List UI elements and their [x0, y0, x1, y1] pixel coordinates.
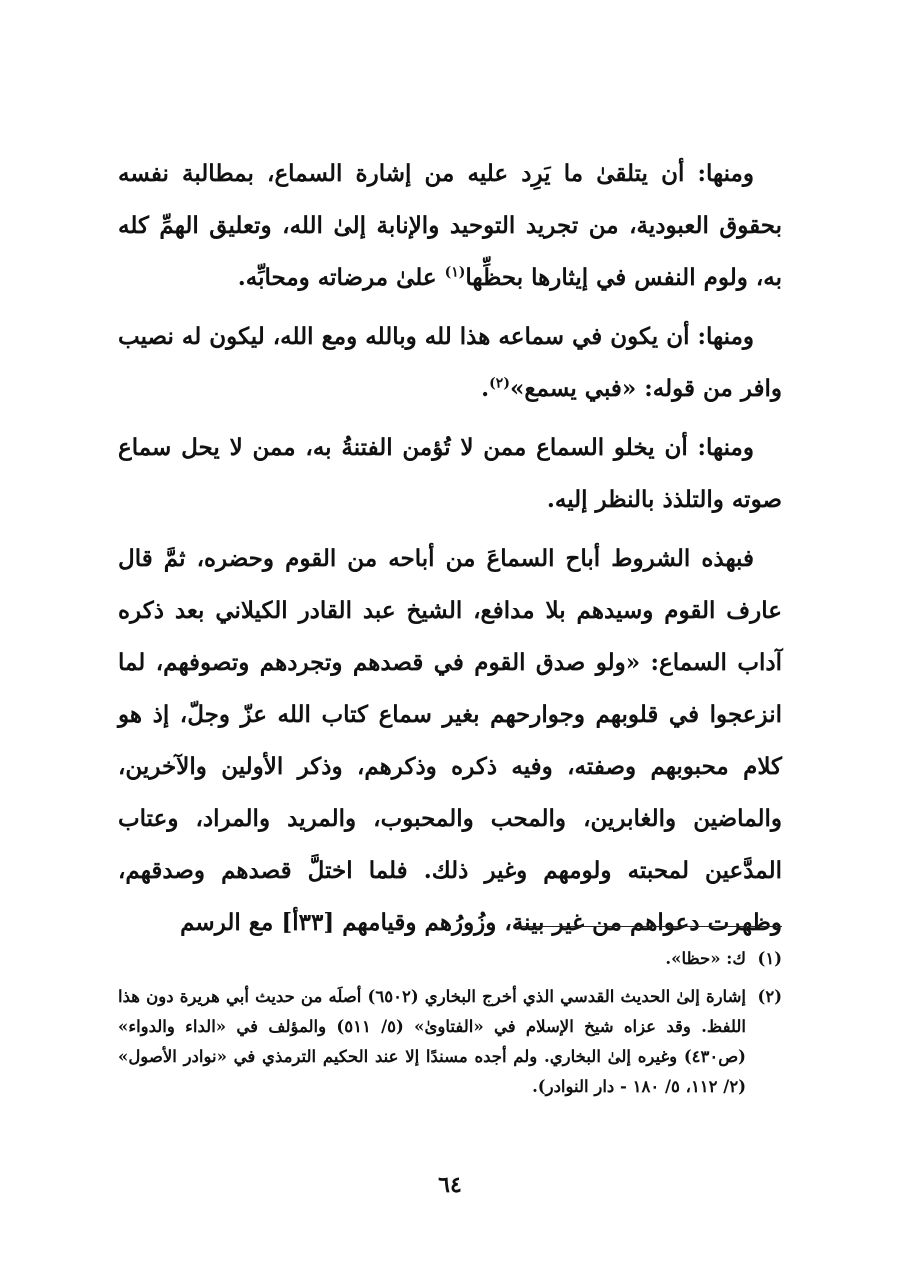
paragraph-1-text: ومنها: أن يتلقىٰ ما يَرِد عليه من إشارة السماع، بمطالبة نفسه بحقوق العبودية، من تجريد التوحيد والإنابة إلىٰ الله، وتعليق الهمِّ كله به، ولوم النفس في إيثارها بحظِّها: [118, 160, 782, 291]
footnote-ref-2: (٢): [489, 375, 510, 392]
footnotes: [118, 944, 782, 1110]
paragraph-1: [118, 148, 782, 304]
footnote-ref-1: (١): [444, 264, 466, 281]
page-number: ٦٤: [438, 1172, 462, 1198]
main-text: [118, 148, 782, 956]
paragraph-2: [118, 311, 782, 415]
footnote-2: [118, 982, 782, 1102]
paragraph-2-text: ومنها: أن يكون في سماعه هذا لله وبالله ومع الله، ليكون له نصيب وافر من قوله: «فبي يسمع»: [118, 323, 782, 402]
paragraph-3: ومنها: أن يخلو السماع ممن لا تُؤمن الفتنةُ به، ممن لا يحل سماع صوته والتلذذ بالنظر إليه.: [118, 434, 782, 513]
footnote-2-number: (٢): [757, 987, 782, 1006]
footnote-2-text: إشارة إلىٰ الحديث القدسي الذي أخرج البخاري (٦٥٠٢) أصلَه من حديث أبي هريرة دون هذا اللفظ. وقد عزاه شيخ الإسلام في «الفتاوىٰ» (٥/ ٥١١) والمؤلف في «الداء والدواء» (ص٤٣٠) وغيره إلىٰ البخاري. ولم أجده مسندًا إلا عند الحكيم الترمذي في «نوادر الأصول» (٢/ ١١٢، ٥/ ١٨٠ - دار النوادر).: [118, 987, 746, 1096]
paragraph-1-tail: علىٰ مرضاته ومحابِّه.: [237, 264, 445, 291]
paragraph-2-tail: .: [481, 375, 490, 402]
footnote-1-text: ك: «حظا».: [665, 949, 746, 968]
footnote-divider: [516, 926, 782, 927]
footnote-1-number: (١): [757, 949, 782, 968]
footnote-1: [118, 944, 782, 974]
paragraph-4: فبهذه الشروط أباح السماعَ من أباحه من القوم وحضره، ثمَّ قال عارف القوم وسيدهم بلا مدافع، الشيخ عبد القادر الكيلاني بعد ذكره آداب السماع: «ولو صدق القوم في قصدهم وتجردهم وتصوفهم، لما انزعجوا في قلوبهم وجوارحهم بغير سماع كتاب الله عزّ وجلّ، إذ هو كلام محبوبهم وصفته، وفيه ذكره وذكرهم، وذكر الأولين والآخرين، والماضين والغابرين، والمحب والمحبوب، والمريد والمراد، وعتاب المدَّعين لمحبته ولومهم وغير ذلك. فلما اختلَّ قصدهم وصدقهم، وظهرت دعواهم من غير بينة، وزُورُهم وقيامهم [٣٣أ] مع الرسم: [118, 545, 782, 936]
